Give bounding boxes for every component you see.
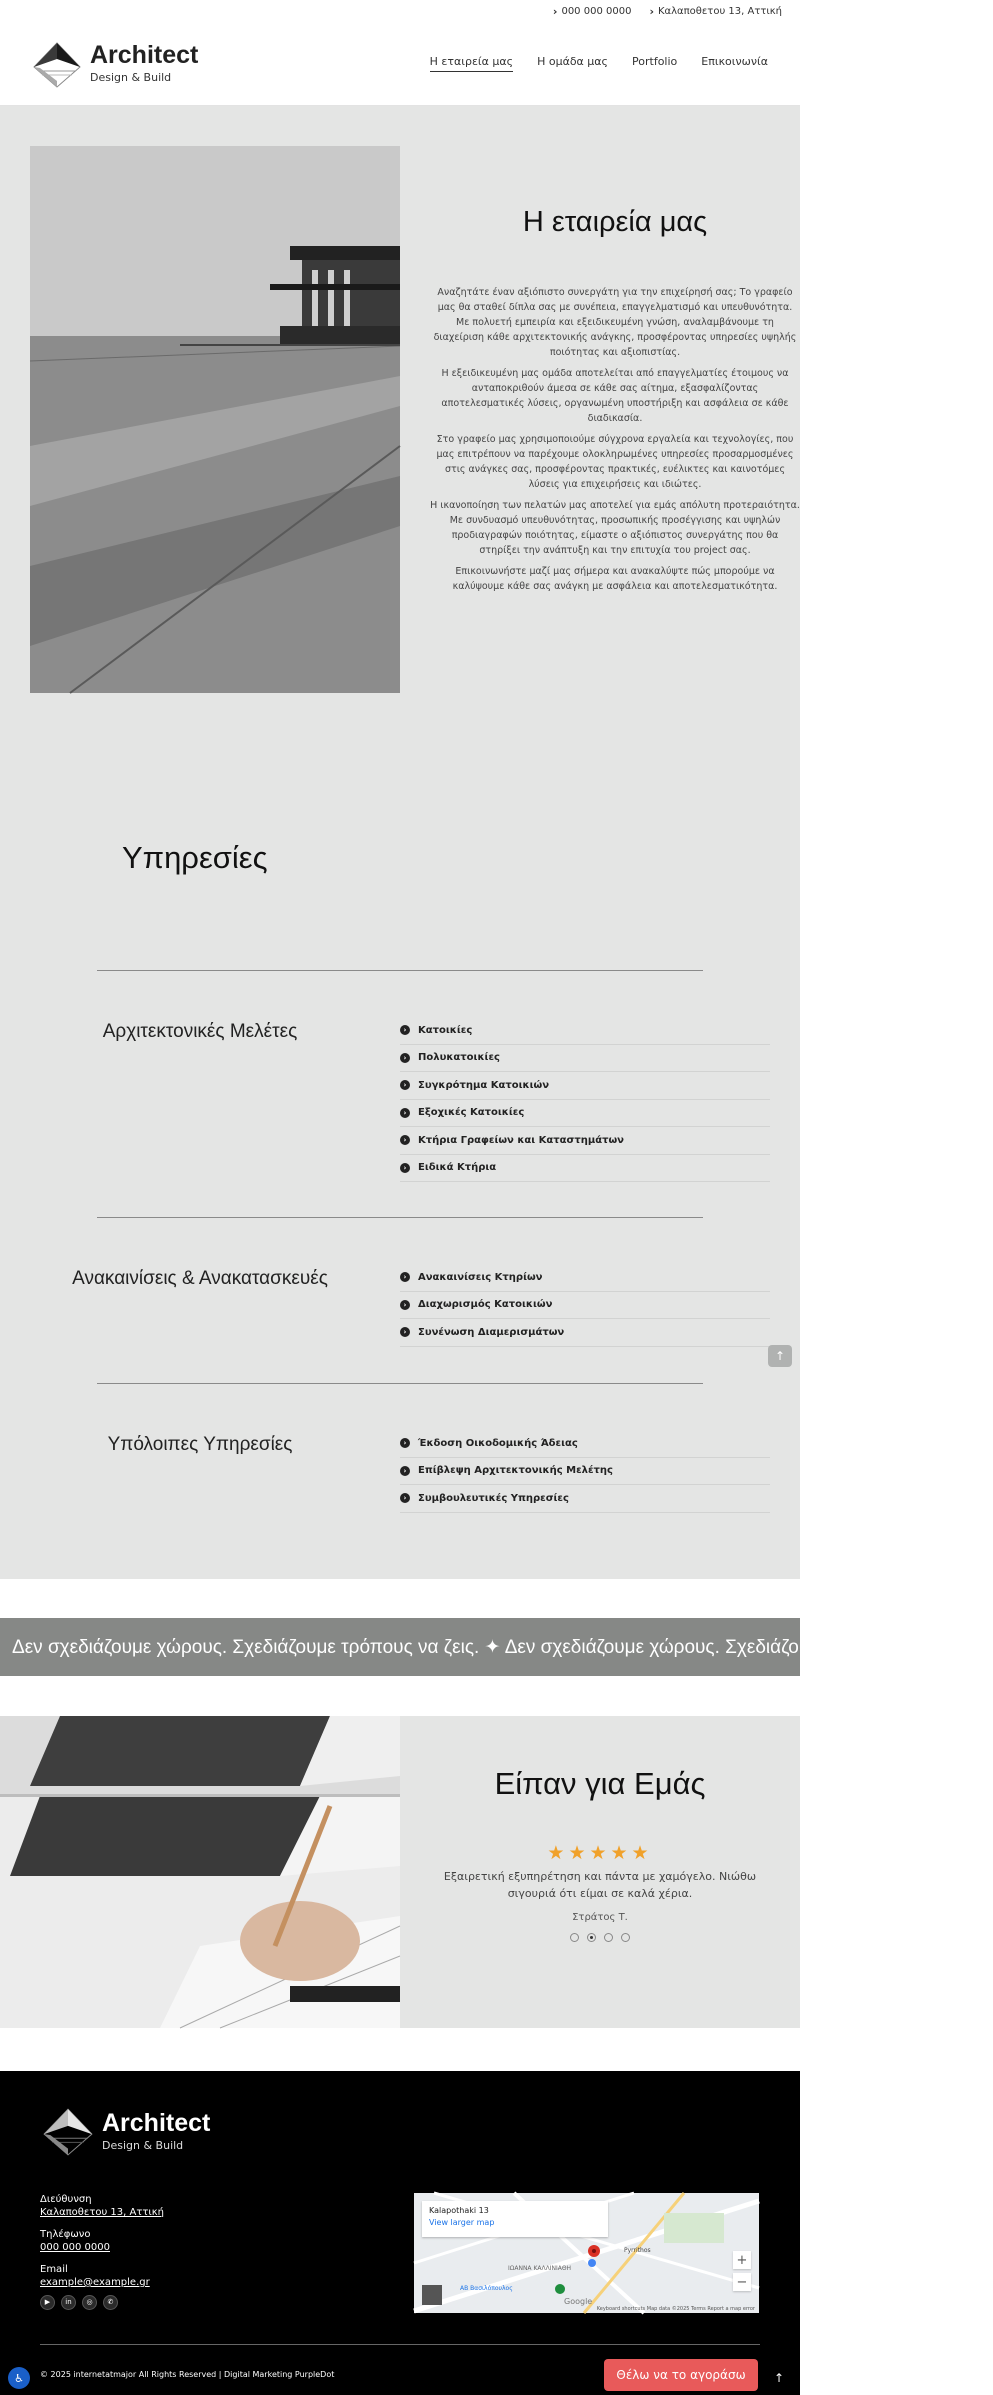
scroll-to-top-button[interactable]: ↑ <box>768 1345 792 1367</box>
nav-item-portfolio[interactable]: Portfolio <box>632 55 678 68</box>
testimonials-section <box>0 1716 800 2028</box>
email-label: Email <box>40 2264 68 2275</box>
map-attribution: Keyboard shortcuts Map data ©2025 Terms Report a map error <box>596 2306 755 2312</box>
slider-dot[interactable] <box>570 1933 579 1942</box>
buy-button[interactable]: Θέλω να το αγοράσω <box>604 2359 758 2391</box>
nav-item-team[interactable]: Η ομάδα μας <box>537 55 609 68</box>
youtube-icon[interactable]: ▶ <box>40 2295 55 2310</box>
nav-item-contact[interactable]: Επικοινωνία <box>701 55 768 68</box>
service-item[interactable]: › Ειδικά Κτήρια <box>400 1155 770 1183</box>
arrow-right-icon: › <box>400 1327 410 1337</box>
slider-dot[interactable] <box>604 1933 613 1942</box>
testimonial-quote: Εξαιρετική εξυπηρέτηση και πάντα με χαμόγελο. Νιώθω σιγουριά ότι είμαι σε καλά χέρια. <box>443 1870 757 1900</box>
address-link[interactable]: Καλαποθετου 13, Αττική <box>40 2207 165 2218</box>
topbar-address-text: Καλαποθετου 13, Αττική <box>657 5 782 17</box>
phone-link[interactable]: 000 000 0000 <box>40 2242 110 2253</box>
spacer <box>0 2028 800 2071</box>
zoom-out-button[interactable]: − <box>733 2273 751 2291</box>
service-item[interactable]: › Συμβουλευτικές Υπηρεσίες <box>400 1485 770 1513</box>
map-label: Google <box>564 2297 593 2306</box>
about-paragraph: Στο γραφείο μας χρησιμοποιούμε σύγχρονα εργαλεία και τεχνολογίες, που μας επιτρέπουν να παρέχουμε ολοκληρωμένες υπηρεσίες προσαρμοσμένες στις ανάγκες σας, προσφέροντας πρακτικές, ευέλικτες και καινοτόμες λύσεις για επιχειρήσεις και ιδιώτες. <box>436 434 794 490</box>
about-paragraph: Επικοινωνήστε μαζί μας σήμερα και ανακαλύψτε πώς μπορούμε να καλύψουμε κάθε σας ανάγκη με ασφάλεια και αποτελεσματικότητα. <box>452 566 778 592</box>
star-rating-icon: ★★★★★ <box>547 1842 653 1864</box>
about-text <box>430 146 800 840</box>
spacer <box>0 1579 800 1618</box>
testimonial-slider <box>400 1716 800 2028</box>
email-link[interactable]: example@example.gr <box>40 2277 150 2288</box>
phone-label: Τηλέφωνο <box>40 2229 91 2240</box>
footer-brand-tagline: Design & Build <box>102 2138 184 2152</box>
nav-item-company[interactable]: Η εταιρεία μας <box>430 55 513 72</box>
service-item[interactable]: › Πολυκατοικίες <box>400 1045 770 1073</box>
copyright-text: © 2025 internetatmajor All Rights Reserved | Digital Marketing PurpleDot <box>40 2370 335 2379</box>
architecture-photo <box>30 146 400 693</box>
about-paragraph: Η εξειδικευμένη μας ομάδα αποτελείται από επαγγελματίες έτοιμους να ανταποκριθούν άμεσα σε κάθε σας αίτημα, εξασφαλίζοντας αποτελεσματικές λύσεις, οργανωμένη υποστήριξη και ασφάλεια σε κάθε διαδικασία. <box>441 368 789 424</box>
social-links <box>40 2295 164 2310</box>
service-item[interactable]: › Κατοικίες <box>400 1017 770 1045</box>
brand-name: Architect <box>90 41 199 69</box>
service-item[interactable]: › Διαχωρισμός Κατοικιών <box>400 1292 770 1320</box>
service-list <box>400 1430 770 1513</box>
instagram-icon[interactable]: ◎ <box>82 2295 97 2310</box>
service-group <box>0 1217 800 1383</box>
spacer <box>0 1676 800 1716</box>
service-group-title: Ανακαινίσεις & Ανακατασκευές <box>72 1268 328 1289</box>
services-title: Υπηρεσίες <box>122 840 268 875</box>
main-nav <box>430 55 768 72</box>
footer-divider <box>40 2344 760 2345</box>
address-label: Διεύθυνση <box>40 2194 92 2205</box>
arrow-right-icon: › <box>400 1025 410 1035</box>
marquee-text: Δεν σχεδιάζουμε χώρους. Σχεδιάζουμε τρόπους να ζεις. ✦ Δεν σχεδιάζουμε χώρους. Σχεδιάζουμε τρόπους να ζεις. ✦ <box>12 1636 993 1658</box>
service-list <box>400 1017 770 1182</box>
slider-dots <box>400 1933 800 1942</box>
service-item[interactable]: › Συνένωση Διαμερισμάτων <box>400 1319 770 1347</box>
arrow-right-icon: › <box>400 1080 410 1090</box>
brand-tagline: Design & Build <box>90 71 172 84</box>
footer-contact-info <box>40 2193 164 2310</box>
about-paragraph: Η ικανοποίηση των πελατών μας αποτελεί για εμάς απόλυτη προτεραιότητα. Με συνδυασμό υπευθυνότητας, προσωπικής προσέγγισης και υψηλών προδιαγραφών ποιότητας, είμαστε ο αξιόπιστος συνεργάτης που θα στηρίξει την ανάπτυξη και την επιτυχία του project σας. <box>430 500 800 556</box>
desk-photo <box>0 1716 400 2028</box>
topbar-address[interactable] <box>649 5 782 18</box>
arrow-right-icon: › <box>400 1053 410 1063</box>
footer-brand-name: Architect <box>102 2108 211 2137</box>
chevron-right-icon: › <box>649 4 654 18</box>
arrow-right-icon: › <box>400 1272 410 1282</box>
zoom-in-button[interactable]: + <box>733 2251 751 2269</box>
map-label: ΙΩΑΝΝΑ ΚΑΛΛΙΝΙΑΘΗ <box>508 2265 572 2272</box>
phone-icon[interactable]: ✆ <box>103 2295 118 2310</box>
logo-mark-icon <box>40 2103 96 2159</box>
map-place-card <box>422 2201 608 2237</box>
arrow-right-icon: › <box>400 1163 410 1173</box>
site-footer <box>0 2071 800 2395</box>
about-title: Η εταιρεία μας <box>522 206 708 238</box>
service-group-title: Υπόλοιπες Υπηρεσίες <box>107 1434 293 1455</box>
footer-logo[interactable] <box>40 2103 210 2159</box>
testimonial-author: Στράτος Τ. <box>572 1912 628 1923</box>
arrow-right-icon: › <box>400 1493 410 1503</box>
map-label: ΑΒ Βασιλόπουλος <box>460 2285 513 2292</box>
chevron-right-icon: › <box>552 4 558 18</box>
service-item[interactable]: › Ανακαινίσεις Κτηρίων <box>400 1264 770 1292</box>
arrow-right-icon: › <box>400 1438 410 1448</box>
main-content <box>0 106 800 1579</box>
google-map[interactable] <box>414 2193 759 2313</box>
about-paragraph: Αναζητάτε έναν αξιόπιστο συνεργάτη για την επιχείρησή σας; Το γραφείο μας θα σταθεί δίπλα σας με συνέπεια, επαγγελματισμό και υπευθυνότητα. Με πολυετή εμπειρία και εξειδικευμένη γνώση, αναλαμβάνουμε τη διαχείριση κάθε αρχιτεκτονικής ανάγκης, προσφέροντας υπηρεσίες υψηλής ποιότητας και αξιοπιστίας. <box>433 287 797 358</box>
map-place-name: Kalapothaki 13 <box>429 2206 489 2215</box>
testimonials-title: Είπαν για Εμάς <box>494 1766 706 1801</box>
slogan-marquee <box>0 1618 993 1676</box>
scroll-to-top-button[interactable]: ↑ <box>774 2371 785 2385</box>
topbar-phone-text: 000 000 0000 <box>561 5 632 17</box>
map-label: Pyrrithos <box>624 2247 651 2254</box>
service-item[interactable]: › Κτήρια Γραφείων και Καταστημάτων <box>400 1127 770 1155</box>
topbar-phone[interactable] <box>553 5 632 18</box>
slider-dot[interactable] <box>621 1933 630 1942</box>
logo-mark-icon <box>30 37 84 91</box>
service-group-title: Αρχιτεκτονικές Μελέτες <box>102 1021 298 1042</box>
arrow-right-icon: › <box>400 1300 410 1310</box>
accessibility-icon[interactable]: ♿ <box>8 2367 30 2389</box>
view-larger-map-link[interactable]: View larger map <box>429 2218 495 2227</box>
service-list <box>400 1264 770 1347</box>
slider-dot-active[interactable] <box>587 1933 596 1942</box>
arrow-right-icon: › <box>400 1135 410 1145</box>
service-item[interactable]: › Συγκρότημα Κατοικιών <box>400 1072 770 1100</box>
service-item[interactable]: › Εξοχικές Κατοικίες <box>400 1100 770 1128</box>
service-item[interactable]: › Επίβλεψη Αρχιτεκτονικής Μελέτης <box>400 1458 770 1486</box>
service-group <box>0 970 800 1217</box>
site-header <box>0 22 800 106</box>
service-item[interactable]: › Έκδοση Οικοδομικής Άδειας <box>400 1430 770 1458</box>
about-section <box>0 106 800 840</box>
arrow-right-icon: › <box>400 1108 410 1118</box>
top-bar <box>0 0 800 22</box>
arrow-right-icon: › <box>400 1466 410 1476</box>
service-group <box>0 1383 800 1579</box>
logo[interactable] <box>30 37 198 91</box>
linkedin-icon[interactable]: in <box>61 2295 76 2310</box>
